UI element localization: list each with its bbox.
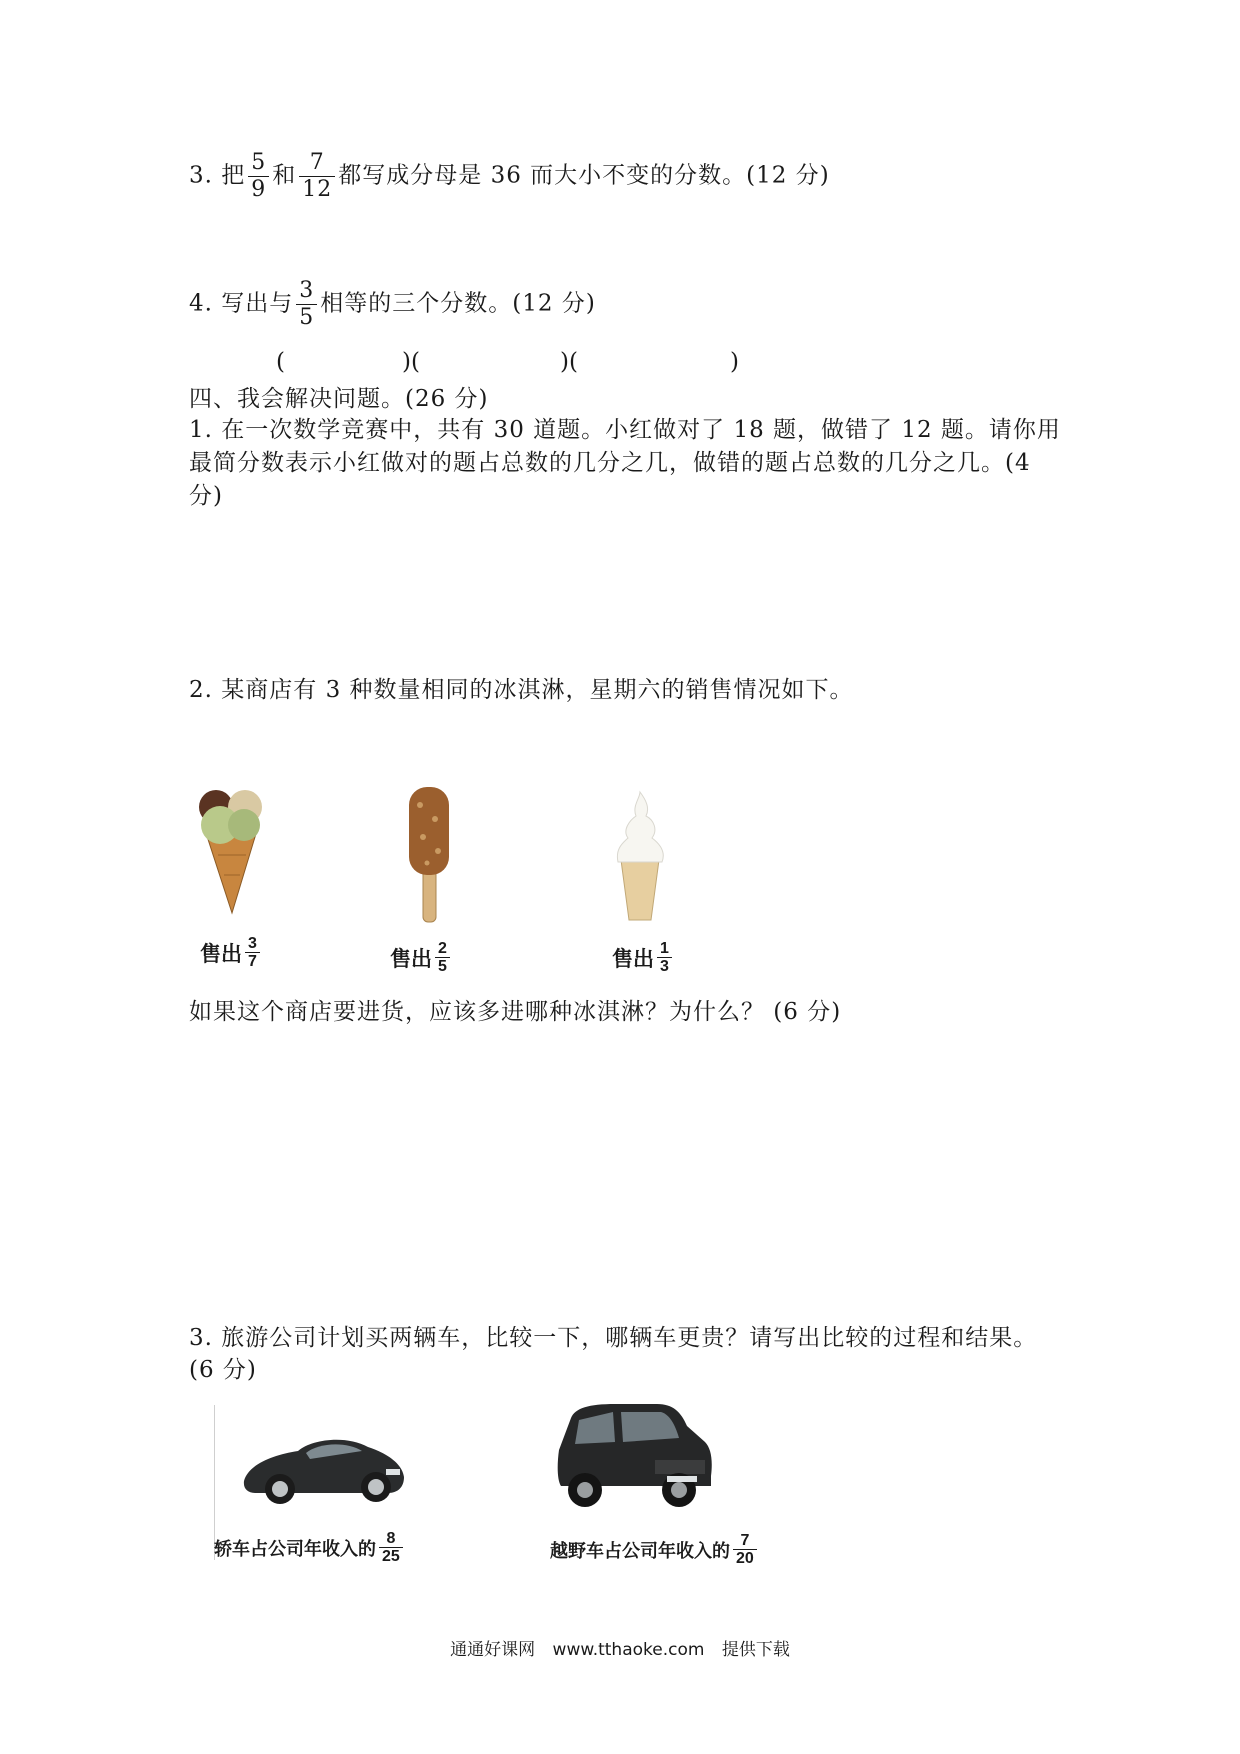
q3-prefix: 3. 把 (189, 162, 246, 189)
q3-suffix: 都写成分母是 36 而大小不变的分数。(12 分) (338, 162, 830, 189)
section-4-title: 四、我会解决问题。(26 分) (189, 386, 489, 412)
blank-paren-1: ( (276, 349, 285, 375)
question-3 (189, 150, 830, 203)
ice-cream-1-caption: 售出 $\frac{3}{7}$ (200, 935, 263, 970)
q4-suffix: 相等的三个分数。(12 分) (320, 290, 596, 317)
sedan-caption: 轿车占公司年收入的 $\frac{8}{25}$ (214, 1530, 406, 1565)
fraction-8-25: $\frac{8}{25}$ (379, 1530, 403, 1565)
suv-image (555, 1398, 715, 1513)
fraction-3-7: $\frac{3}{7}$ (245, 935, 260, 970)
blank-paren-4: ) (730, 349, 739, 375)
question-4 (189, 278, 596, 331)
ice-cream-3-caption: 售出 $\frac{1}{3}$ (612, 940, 675, 975)
fraction-5-9: $\frac{5}{9}$ (248, 150, 269, 203)
problem-2-question: 如果这个商店要进货，应该多进哪种冰淇淋？为什么？ (6 分) (189, 999, 842, 1025)
page-footer (0, 1635, 1240, 1660)
footer-tail: 提供下载 (721, 1640, 790, 1660)
problem-3-line-1: 3. 旅游公司计划买两辆车，比较一下，哪辆车更贵？请写出比较的过程和结果。 (189, 1325, 1038, 1351)
blank-paren-2: )( (402, 349, 420, 375)
suv-caption: 越野车占公司年收入的 $\frac{7}{20}$ (550, 1532, 760, 1567)
soft-serve-cone-image (610, 790, 670, 925)
q3-mid: 和 (272, 162, 297, 189)
footer-site-name: 通通好课网 (450, 1640, 536, 1660)
problem-3-line-2: (6 分) (189, 1357, 257, 1383)
ice-cream-2-caption: 售出 $\frac{2}{5}$ (390, 940, 453, 975)
fraction-7-12: $\frac{7}{12}$ (299, 150, 335, 203)
ice-cream-scoop-image (190, 785, 270, 915)
problem-1-line-1: 1. 在一次数学竞赛中，共有 30 道题。小红做对了 18 题，做错了 12 题。请你用 (189, 417, 1061, 443)
ice-cream-bar-image (405, 785, 455, 925)
fraction-3-5: $\frac{3}{5}$ (296, 278, 317, 331)
q4-prefix: 4. 写出与 (189, 290, 294, 317)
sedan-car-image (238, 1425, 408, 1510)
fraction-1-3: $\frac{1}{3}$ (657, 940, 672, 975)
fraction-7-20: $\frac{7}{20}$ (733, 1532, 757, 1567)
footer-url-link[interactable]: www.tthaoke.com (552, 1640, 705, 1660)
problem-1-line-3: 分) (189, 483, 223, 509)
fraction-2-5: $\frac{2}{5}$ (435, 940, 450, 975)
problem-1-line-2: 最简分数表示小红做对的题占总数的几分之几，做错的题占总数的几分之几。(4 (189, 450, 1031, 476)
problem-2-intro: 2. 某商店有 3 种数量相同的冰淇淋，星期六的销售情况如下。 (189, 677, 854, 703)
blank-paren-3: )( (560, 349, 578, 375)
